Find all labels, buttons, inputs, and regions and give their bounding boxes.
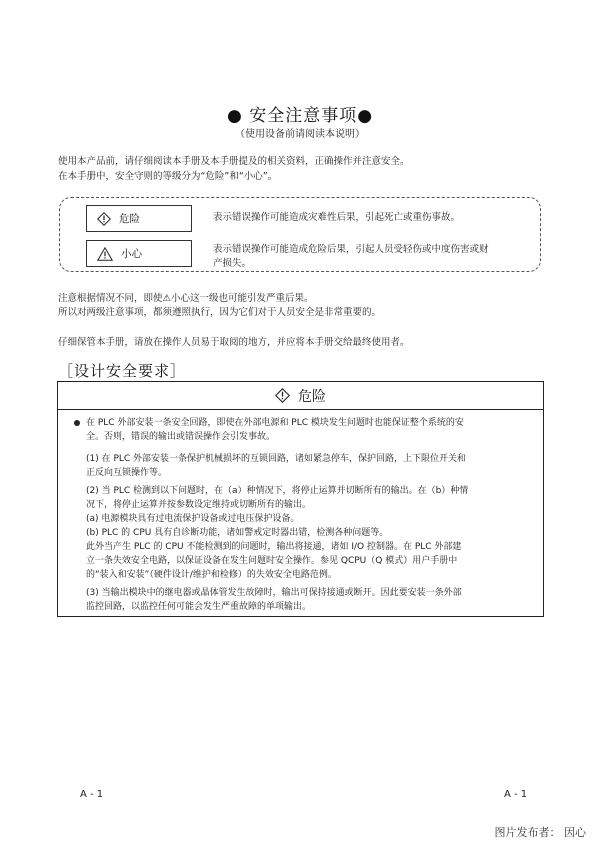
item-3-line-1: (3) 当输出模块中的继电器或晶体管发生故障时，输出可保持接通或断开。因此要安装一条外部 <box>86 588 462 598</box>
item-3-line-2: 监控回路，以监控任何可能会发生严重故障的单项输出。 <box>86 602 312 612</box>
caution-level-label: 小心 <box>121 248 142 260</box>
bullet-line-1: 在 PLC 外部安装一条安全回路，即使在外部电源和 PLC 模块发生问题时也能保证整个系统的安 <box>86 418 464 428</box>
intro-line-1: 使用本产品前，请仔细阅读本手册及本手册提及的相关资料，正确操作并注意安全。 <box>58 156 410 167</box>
item-1-line-1: (1) 在 PLC 外部安装一条保护机械损坏的互锁回路，诸如紧急停车，保护回路，上下限位开关和 <box>86 454 467 464</box>
page-subtitle: （使用设备前请阅读本说明） <box>235 129 365 140</box>
publisher-credit: 图片发布者： 因心 <box>494 826 586 839</box>
bullet-dot <box>74 420 80 426</box>
caution-level-box <box>86 240 192 267</box>
bullet-line-2: 全。否则，错误的输出或错误操作会引发事故。 <box>86 432 276 442</box>
exclamation-triangle-icon <box>97 247 113 261</box>
caution-level-desc: 表示错误操作可能造成危险后果，引起人员受轻伤或中度伤害或财 产损失。 <box>213 244 489 269</box>
section-heading: ［设计安全要求］ <box>58 362 187 380</box>
page-number-right: A - 1 <box>504 789 528 800</box>
danger-level-desc: 表示错误操作可能造成灾难性后果，引起死亡或重伤事故。 <box>213 212 461 223</box>
danger-level-label: 危险 <box>119 213 140 225</box>
item-2-line-2: 况下，将停止运算并按参数设定维持或切断所有的输出。 <box>86 500 312 510</box>
exclamation-diamond-icon <box>275 388 290 403</box>
intro-line-2: 在本手册中，安全守则的等级分为“危险”和“小心”。 <box>58 171 278 182</box>
item-2-line-5: 此外当产生 PLC 的 CPU 不能检测到的问题时，输出将接通，诸如 I/O 控制器。在 PLC 外部建 <box>86 542 462 552</box>
page-title: ● 安全注意事项● <box>226 106 374 126</box>
item-2-line-6: 立一条失效安全电路，以保证设备在发生问题时安全操作。参见 QCPU（Q 模式）用户手册中 <box>86 556 458 566</box>
note-line-2: 所以对两级注意事项，都须遵照执行，因为它们对于人员安全是非常重要的。 <box>58 307 382 318</box>
item-2-line-3: (a) 电源模块具有过电流保护设备或过电压保护设备。 <box>86 514 300 524</box>
danger-frame-title: 危险 <box>298 388 326 405</box>
page-number-left: A - 1 <box>80 789 104 800</box>
item-2-line-1: (2) 当 PLC 检测到以下问题时，在（a）种情况下，将停止运算并切断所有的输出。在（b）种情 <box>86 486 469 496</box>
item-1-line-2: 正反向互锁操作等。 <box>86 468 168 478</box>
item-2-line-7: 的“装入和安装”（硬件设计/维护和检修）的失效安全电路范例。 <box>86 570 337 580</box>
note-line-1: 注意根据情况不同，即使⚠小心这一级也可能引发严重后果。 <box>58 293 314 304</box>
exclamation-diamond-icon <box>97 212 111 226</box>
danger-level-box <box>86 205 192 232</box>
item-2-line-4: (b) PLC 的 CPU 具有自诊断功能，诸如警戒定时器出错，检测各种问题等。 <box>86 528 389 538</box>
danger-frame-header <box>58 382 543 410</box>
keep-manual-note: 仔细保管本手册，请放在操作人员易于取阅的地方，并应将本手册交给最终使用者。 <box>58 337 410 348</box>
